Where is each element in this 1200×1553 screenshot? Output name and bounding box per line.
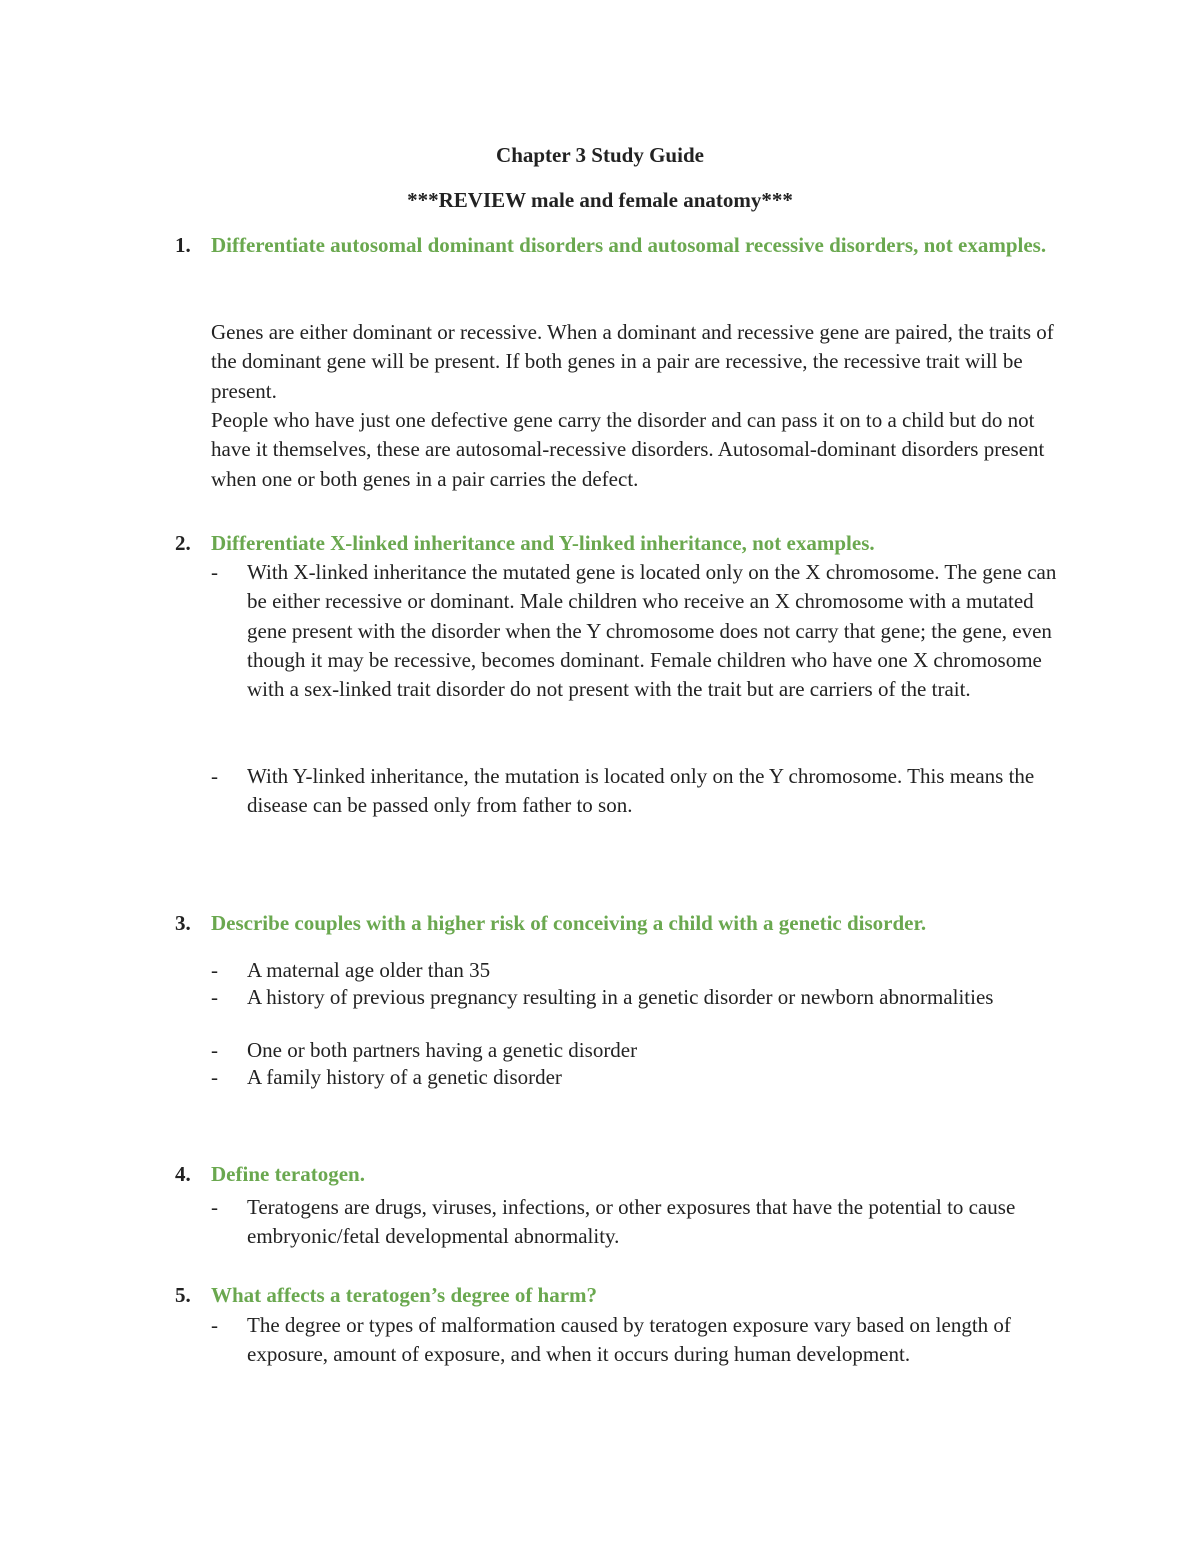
document-title: Chapter 3 Study Guide (496, 143, 704, 167)
list-item-text: A family history of a genetic disorder (247, 1065, 562, 1089)
list-item-text: The degree or types of malformation caused by teratogen exposure vary based on length of exposure, amount of exposure, and when it occurs during human development. (247, 1313, 1011, 1367)
question-heading: Differentiate X-linked inheritance and Y-linked inheritance, not examples. (211, 531, 875, 555)
question-number: 1. (175, 233, 191, 257)
list-item (211, 1311, 1061, 1370)
list-item (211, 1193, 1061, 1252)
list-item-text: With Y-linked inheritance, the mutation is located only on the Y chromosome. This means the disease can be passed only from father to son. (247, 764, 1035, 818)
list-item-text: One or both partners having a genetic disorder (247, 1038, 638, 1062)
question-number: 4. (175, 1162, 191, 1186)
question-4 (175, 1160, 1075, 1189)
question-heading: Define teratogen. (211, 1162, 365, 1186)
list-item (211, 558, 1061, 704)
answer-paragraph: People who have just one defective gene carry the disorder and can pass it on to a child but do not have it themselves, these are autosomal-recessive disorders. Autosomal-dominant disorders present when one or both genes in a pair carries the defect. (211, 408, 1045, 491)
bullet-dash: - (211, 1038, 218, 1062)
question-heading: Differentiate autosomal dominant disorders and autosomal recessive disorders, not examples. (211, 233, 1047, 257)
list-item (211, 762, 1061, 821)
bullet-dash: - (211, 1195, 218, 1219)
question-3 (175, 909, 1075, 938)
question-number: 3. (175, 911, 191, 935)
question-number: 2. (175, 531, 191, 555)
question-heading: What affects a teratogen’s degree of harm? (211, 1283, 598, 1307)
question-1 (175, 231, 1075, 260)
bullet-dash: - (211, 985, 218, 1009)
bullet-dash: - (211, 560, 218, 584)
question-2 (175, 529, 1075, 558)
list-item (211, 984, 1061, 1011)
list-item-text: Teratogens are drugs, viruses, infections, or other exposures that have the potential to cause embryonic/fetal developmental abnormality. (247, 1195, 1016, 1249)
list-item (211, 1064, 1061, 1091)
answer-paragraph: Genes are either dominant or recessive. When a dominant and recessive gene are paired, the traits of the dominant gene will be present. If both genes in a pair are recessive, the recessive trait will be present. (211, 320, 1054, 403)
bullet-dash: - (211, 1313, 218, 1337)
list-item (211, 1037, 1061, 1064)
question-number: 5. (175, 1283, 191, 1307)
document-subtitle: ***REVIEW male and female anatomy*** (407, 188, 793, 212)
list-item-text: With X-linked inheritance the mutated gene is located only on the X chromosome. The gene can be either recessive or dominant. Male children who receive an X chromosome with a mutated gene present with the disorder when the Y chromosome does not carry that gene; the gene, even though it may be recessive, becomes dominant. Female children who have one X chromosome with a sex-linked trait disorder do not present with the trait but are carriers of the trait. (247, 560, 1057, 702)
bullet-dash: - (211, 1065, 218, 1089)
bullet-dash: - (211, 764, 218, 788)
list-item (211, 957, 1061, 984)
bullet-dash: - (211, 958, 218, 982)
list-item-text: A history of previous pregnancy resulting in a genetic disorder or newborn abnormalities (247, 985, 994, 1009)
question-5 (175, 1281, 1075, 1310)
list-item-text: A maternal age older than 35 (247, 958, 491, 982)
question-heading: Describe couples with a higher risk of conceiving a child with a genetic disorder. (211, 911, 927, 935)
